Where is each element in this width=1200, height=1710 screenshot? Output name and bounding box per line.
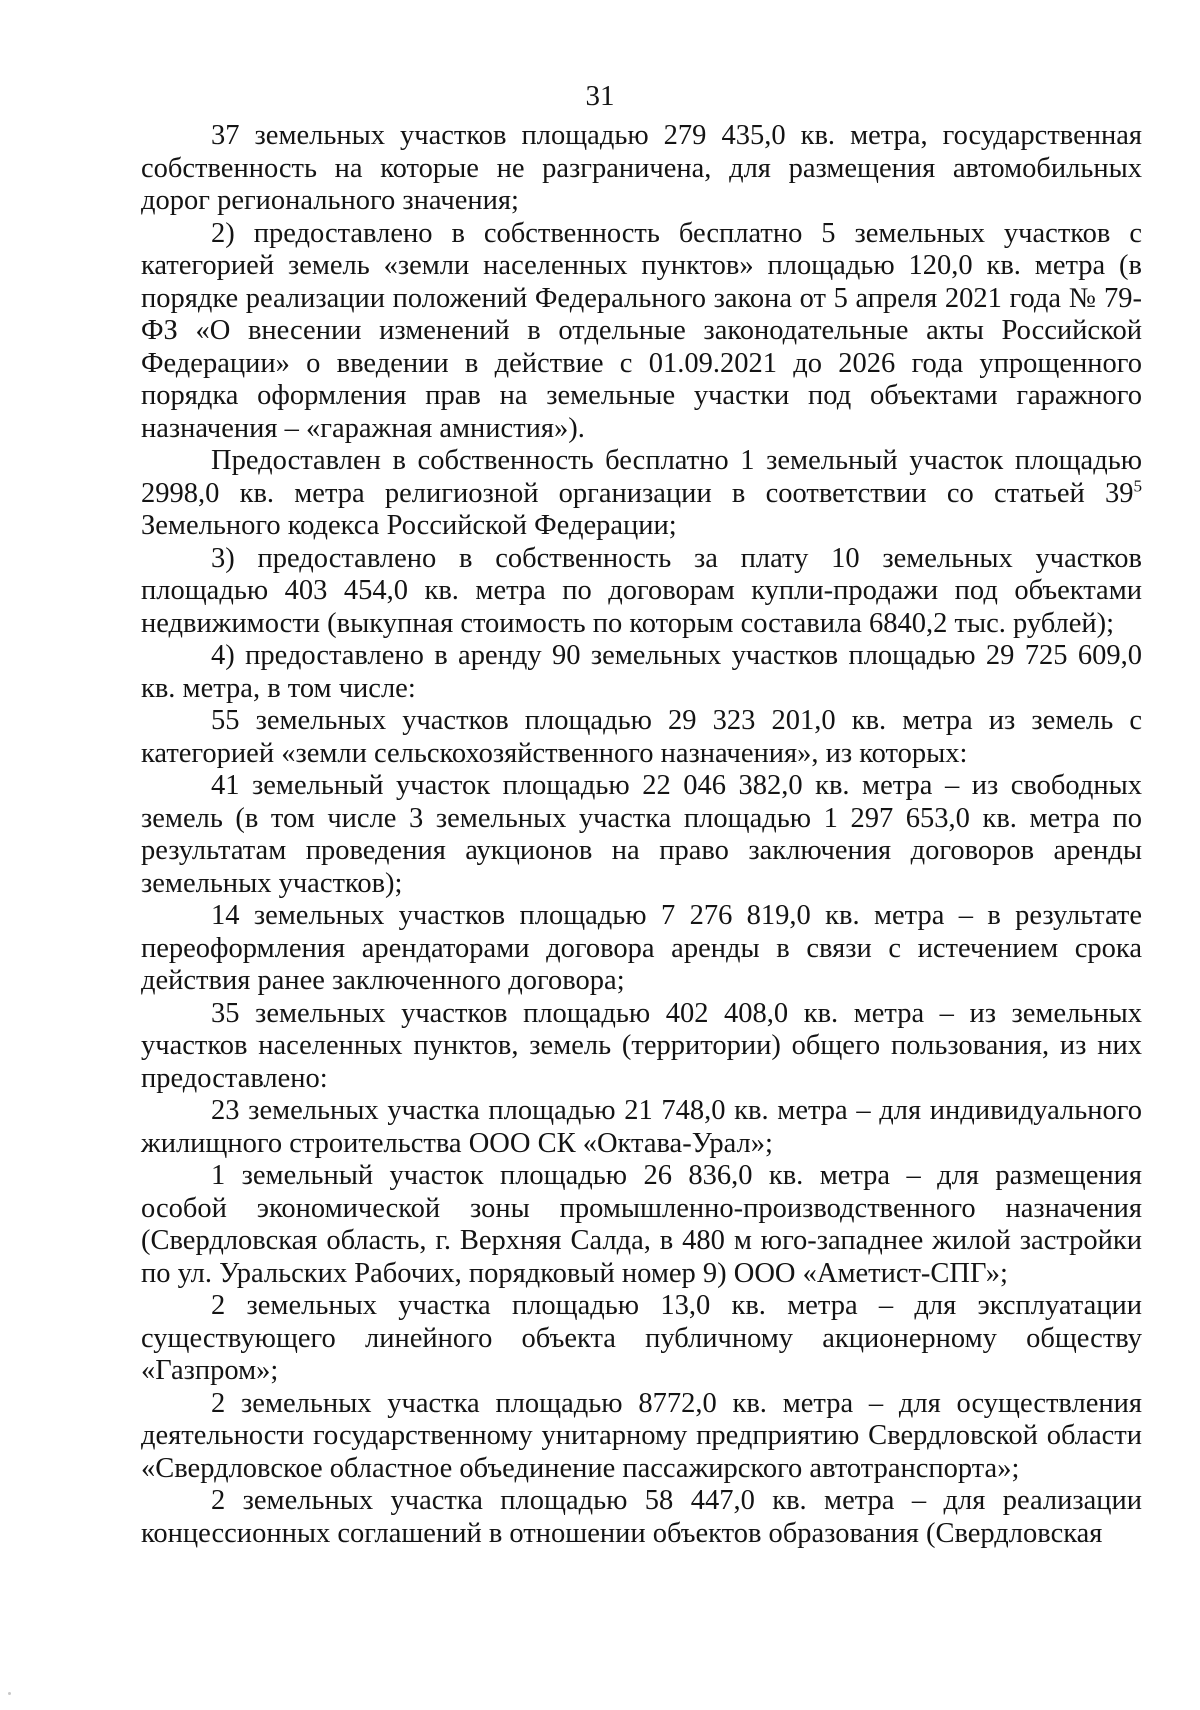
paragraph-6: 55 земельных участков площадью 29 323 201,0 кв. метра из земель с категорией «земли сельскохозяйственного назначения», из которых: xyxy=(141,705,1142,769)
paragraph-2: 2) предоставлено в собственность бесплатно 5 земельных участков с категорией земель «земли населенных пунктов» площадью 120,0 кв. метра (в порядке реализации положений Федерального закона от 5 апреля 2021 года № 79-ФЗ «О внесении изменений в отдельные законодательные акты Российской Федерации» о введении в действие с 01.09.2021 до 2026 года упрощенного порядка оформления прав на земельные участки под объектами гаражного назначения – «гаражная амнистия»). xyxy=(141,217,1142,444)
paragraph-13: 2 земельных участка площадью 8772,0 кв. метра – для осуществления деятельности государственному унитарному предприятию Свердловской области «Свердловское областное объединение пассажирского автотранспорта»; xyxy=(141,1387,1142,1484)
paragraph-3 xyxy=(141,445,1142,543)
page-number: 31 xyxy=(585,80,615,112)
paragraph-8: 14 земельных участков площадью 7 276 819,0 кв. метра – в результате переоформления арендаторами договора аренды в связи с истечением срока действия ранее заключенного договора; xyxy=(141,900,1142,996)
paragraph-4: 3) предоставлено в собственность за плату 10 земельных участков площадью 403 454,0 кв. метра по договорам купли-продажи под объектами недвижимости (выкупная стоимость по которым составила 6840,2 тыс. рублей); xyxy=(141,542,1142,639)
scan-artifact-dot xyxy=(8,1692,11,1695)
paragraph-1: 37 земельных участков площадью 279 435,0 кв. метра, государственная собственность на которые не разграничена, для размещения автомобильных дорог регионального значения; xyxy=(141,120,1142,216)
paragraph-10: 23 земельных участка площадью 21 748,0 кв. метра – для индивидуального жилищного строительства ООО СК «Октава-Урал»; xyxy=(141,1095,1142,1159)
article-superscript: 5 xyxy=(1133,476,1142,495)
paragraph-11: 1 земельный участок площадью 26 836,0 кв. метра – для размещения особой экономической зоны промышленно-производственного назначения (Свердловская область, г. Верхняя Салда, в 480 м юго-западнее жилой застройки по ул. Уральских Рабочих, порядковый номер 9) ООО «Аметист-СПГ»; xyxy=(141,1160,1142,1289)
paragraph-3-continuation: Земельного кодекса Российской Федерации; xyxy=(141,510,677,541)
paragraph-3-text: Предоставлен в собственность бесплатно 1 земельный участок площадью 2998,0 кв. метра религиозной организации в соответствии со статьей 39 xyxy=(141,445,1142,509)
paragraph-5: 4) предоставлено в аренду 90 земельных участков площадью 29 725 609,0 кв. метра, в том числе: xyxy=(141,640,1142,704)
paragraph-14: 2 земельных участка площадью 58 447,0 кв. метра – для реализации концессионных соглашений в отношении объектов образования (Свердловская xyxy=(141,1485,1142,1549)
paragraph-7: 41 земельный участок площадью 22 046 382,0 кв. метра – из свободных земель (в том числе 3 земельных участка площадью 1 297 653,0 кв. метра по результатам проведения аукционов на право заключения договоров аренды земельных участков); xyxy=(141,770,1142,899)
paragraph-12: 2 земельных участка площадью 13,0 кв. метра – для эксплуатации существующего линейного объекта публичному акционерному обществу «Газпром»; xyxy=(141,1290,1142,1386)
document-body xyxy=(141,120,1142,1550)
paragraph-9: 35 земельных участков площадью 402 408,0 кв. метра – из земельных участков населенных пунктов, земель (территории) общего пользования, из них предоставлено: xyxy=(141,997,1142,1094)
